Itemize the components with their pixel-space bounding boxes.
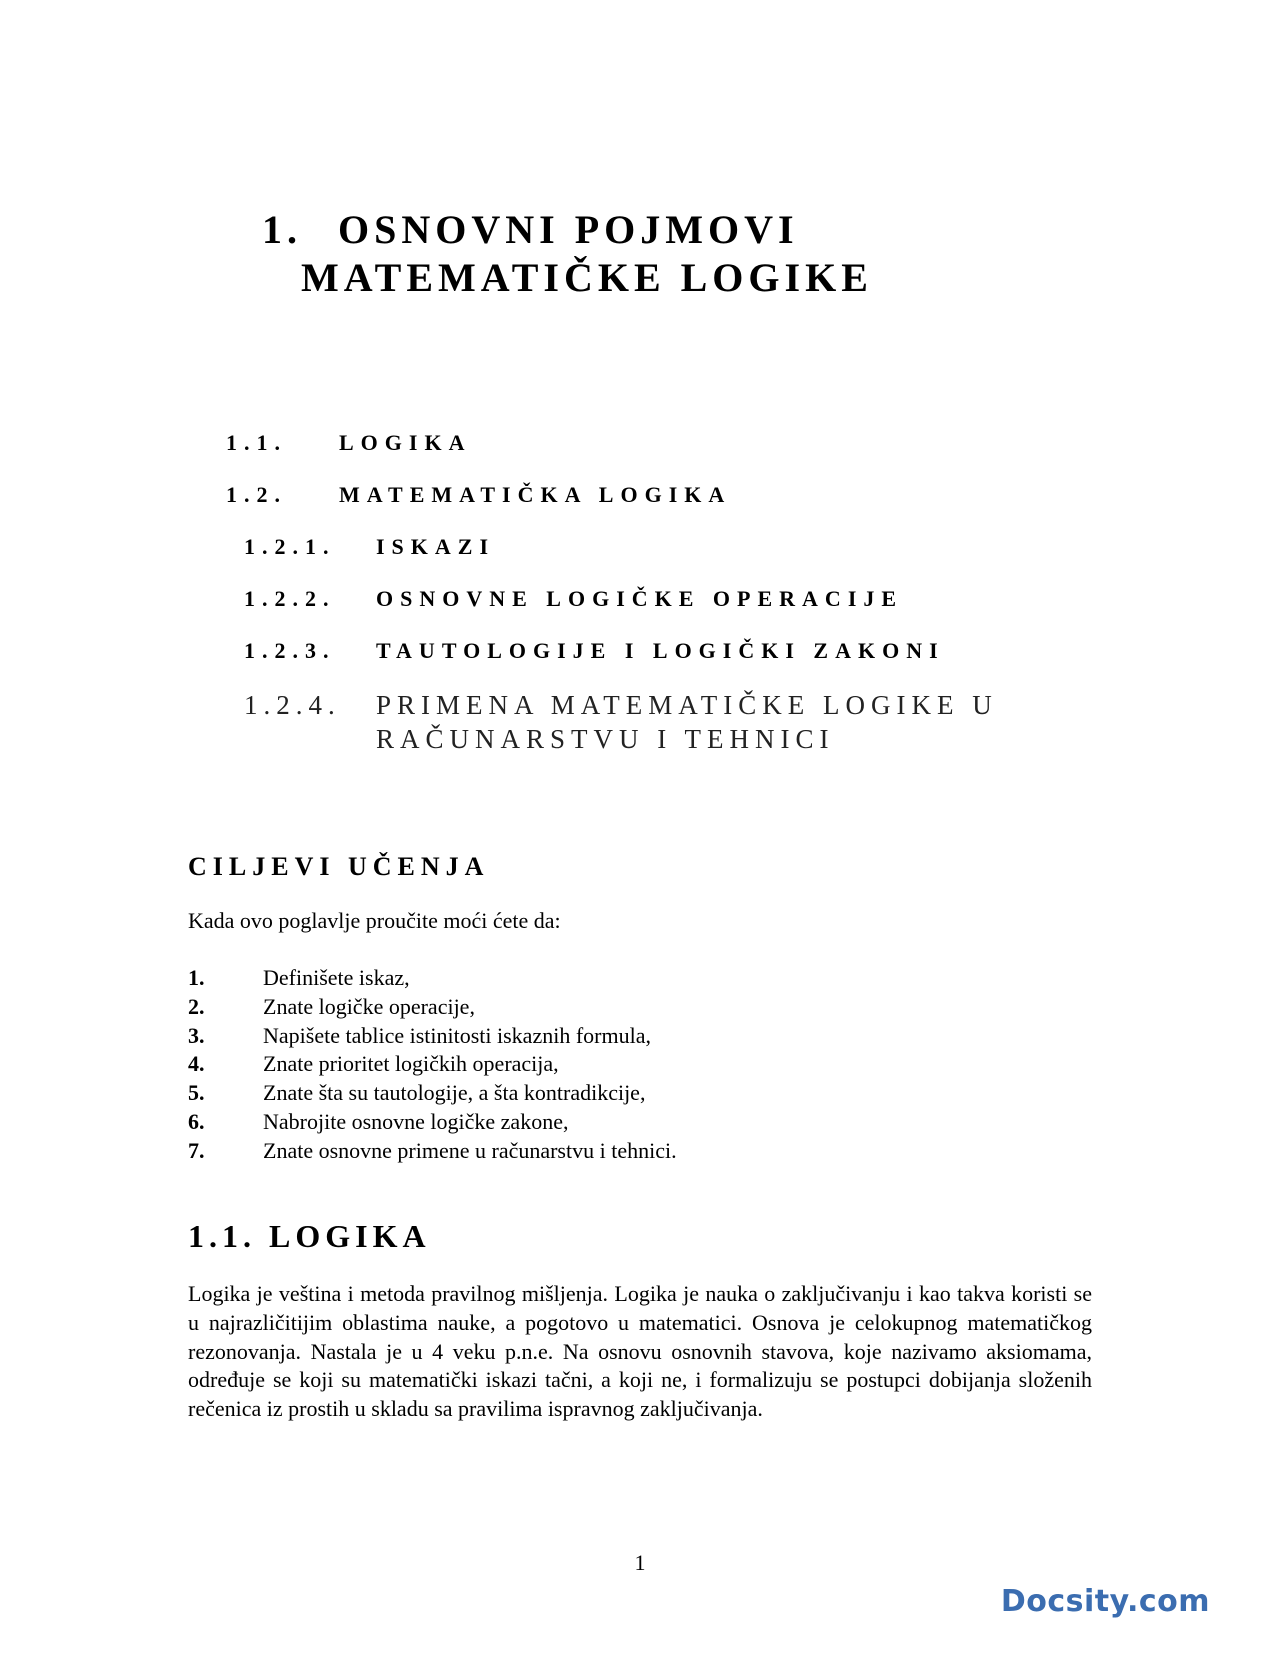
toc-item-title: PRIMENA MATEMATIČKE LOGIKE U RAČUNARSTVU I TEHNICI	[376, 690, 998, 754]
list-item-text: Napišete tablice istinitosti iskaznih formula,	[263, 1022, 651, 1048]
list-item-number: 1.	[188, 965, 205, 990]
objectives-list	[188, 964, 677, 1166]
toc-item-title: MATEMATIČKA LOGIKA	[339, 482, 732, 507]
toc-item-title: OSNOVNE LOGIČKE OPERACIJE	[376, 586, 904, 611]
toc-item-number: 1.2.1.	[244, 534, 336, 559]
toc-item-number: 1.2.3.	[244, 638, 336, 663]
toc-item	[226, 688, 998, 754]
list-item	[188, 1079, 677, 1108]
toc-item	[226, 534, 496, 560]
section-heading: 1.1. LOGIKA	[188, 1218, 431, 1254]
list-item-text: Nabrojite osnovne logičke zakone,	[263, 1108, 569, 1134]
toc-item-title: TAUTOLOGIJE I LOGIČKI ZAKONI	[376, 638, 945, 663]
list-item	[188, 964, 677, 993]
list-item-number: 6.	[188, 1108, 205, 1134]
objectives-intro: Kada ovo poglavlje proučite moći ćete da:	[188, 908, 561, 933]
toc-item	[226, 482, 732, 508]
toc-item	[226, 430, 472, 456]
chapter-title	[262, 206, 873, 302]
list-item-number: 2.	[188, 993, 205, 1019]
list-item-text: Znate logičke operacije,	[263, 993, 475, 1019]
list-item	[188, 1022, 677, 1051]
list-item	[188, 1137, 677, 1166]
list-item-text: Znate prioritet logičkih operacija,	[263, 1051, 559, 1077]
list-item	[188, 993, 677, 1022]
toc-item-title: ISKAZI	[376, 534, 496, 559]
chapter-title-line2: MATEMATIČKE LOGIKE	[301, 255, 873, 300]
list-item-text: Znate šta su tautologije, a šta kontradikcije,	[263, 1080, 646, 1106]
list-item	[188, 1050, 677, 1079]
list-item-text: Definišete iskaz,	[263, 965, 410, 990]
list-item-number: 3.	[188, 1022, 205, 1048]
section-paragraph: Logika je veština i metoda pravilnog mišljenja. Logika je nauka o zaključivanju i kao takva koristi se u najrazličitijim oblastima nauke, a pogotovo u matematici. Osnova je celokupnog matematičkog rezonovanja. Nastala je u 4 veku p.n.e. Na osnovu osnovnih stavova, koje nazivamo aksiomama, određuje se koji su matematički iskazi tačni, a koji ne, i formalizuju se postupci dobijanja složenih rečenica iz prostih u skladu sa pravilima ispravnog zaključivanja.	[188, 1281, 1092, 1422]
page-number: 1	[634, 1550, 646, 1575]
toc-item-number: 1.2.	[226, 482, 287, 507]
list-item-text: Znate osnovne primene u računarstvu i tehnici.	[263, 1137, 677, 1163]
list-item-number: 5.	[188, 1080, 205, 1106]
docsity-watermark[interactable]: Docsity.com	[1000, 1584, 1210, 1619]
list-item	[188, 1108, 677, 1137]
toc-item	[226, 638, 945, 664]
toc-item-title: LOGIKA	[339, 430, 472, 455]
objectives-heading: CILJEVI UČENJA	[188, 852, 490, 881]
chapter-number: 1.	[262, 207, 302, 252]
list-item-number: 4.	[188, 1051, 205, 1077]
toc-item-number: 1.2.2.	[244, 586, 336, 611]
list-item-number: 7.	[188, 1137, 205, 1163]
chapter-title-line1: OSNOVNI POJMOVI	[338, 207, 799, 252]
toc-item-number: 1.1.	[226, 430, 287, 455]
toc-item	[226, 586, 904, 612]
toc-item-number: 1.2.4.	[244, 690, 341, 720]
